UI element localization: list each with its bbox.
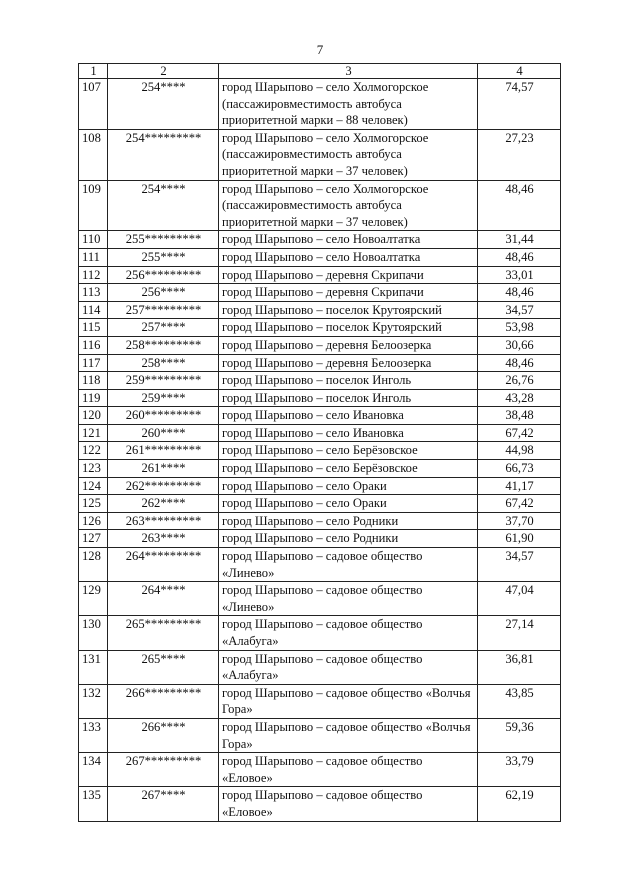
route-name: город Шарыпово – село Ивановка [219, 407, 478, 425]
route-name: город Шарыпово – садовое общество «Еловое» [219, 753, 478, 787]
route-code: 267**** [108, 787, 219, 821]
route-code: 260********* [108, 407, 219, 425]
route-code: 257**** [108, 319, 219, 337]
route-code: 254********* [108, 129, 219, 180]
row-number: 126 [79, 512, 108, 530]
row-number: 123 [79, 460, 108, 478]
table-row [79, 319, 561, 337]
route-code: 263********* [108, 512, 219, 530]
route-code: 259**** [108, 389, 219, 407]
table-row [79, 548, 561, 582]
route-name: город Шарыпово – поселок Инголь [219, 372, 478, 390]
fare-value: 37,70 [478, 512, 561, 530]
column-header-number: 1 [79, 64, 108, 79]
fare-value: 27,23 [478, 129, 561, 180]
route-name: город Шарыпово – село Новоалтатка [219, 231, 478, 249]
column-header-route: 3 [219, 64, 478, 79]
table-row [79, 336, 561, 354]
row-number: 118 [79, 372, 108, 390]
fare-value: 38,48 [478, 407, 561, 425]
row-number: 110 [79, 231, 108, 249]
fare-value: 43,28 [478, 389, 561, 407]
route-name: город Шарыпово – село Холмогорское (пассажировместимость автобуса приоритетной марки – 37 человек) [219, 129, 478, 180]
table-row [79, 787, 561, 821]
route-code: 263**** [108, 530, 219, 548]
row-number: 109 [79, 180, 108, 231]
route-code: 256**** [108, 284, 219, 302]
route-code: 255**** [108, 248, 219, 266]
route-name: город Шарыпово – село Берёзовское [219, 442, 478, 460]
row-number: 108 [79, 129, 108, 180]
fare-value: 30,66 [478, 336, 561, 354]
table-row [79, 79, 561, 130]
table-row [79, 495, 561, 513]
route-code: 261**** [108, 460, 219, 478]
route-name: город Шарыпово – село Ораки [219, 477, 478, 495]
fare-value: 48,46 [478, 284, 561, 302]
route-code: 261********* [108, 442, 219, 460]
fare-value: 34,57 [478, 548, 561, 582]
table-body [79, 79, 561, 822]
route-name: город Шарыпово – садовое общество «Линево» [219, 582, 478, 616]
fare-value: 67,42 [478, 424, 561, 442]
table-row [79, 407, 561, 425]
row-number: 121 [79, 424, 108, 442]
route-name: город Шарыпово – садовое общество «Волчья Гора» [219, 718, 478, 752]
route-code: 265********* [108, 616, 219, 650]
fare-value: 27,14 [478, 616, 561, 650]
fare-value: 33,01 [478, 266, 561, 284]
row-number: 114 [79, 301, 108, 319]
route-name: город Шарыпово – деревня Белоозерка [219, 354, 478, 372]
route-code: 257********* [108, 301, 219, 319]
route-name: город Шарыпово – деревня Скрипачи [219, 284, 478, 302]
table-header-row [79, 64, 561, 79]
fare-value: 48,46 [478, 354, 561, 372]
route-name: город Шарыпово – поселок Крутоярский [219, 301, 478, 319]
route-name: город Шарыпово – садовое общество «Алабуга» [219, 616, 478, 650]
table-row [79, 301, 561, 319]
fare-value: 43,85 [478, 684, 561, 718]
fare-value: 48,46 [478, 248, 561, 266]
route-name: город Шарыпово – поселок Инголь [219, 389, 478, 407]
route-code: 265**** [108, 650, 219, 684]
route-code: 264********* [108, 548, 219, 582]
route-name: город Шарыпово – село Берёзовское [219, 460, 478, 478]
route-name: город Шарыпово – деревня Скрипачи [219, 266, 478, 284]
fare-value: 41,17 [478, 477, 561, 495]
row-number: 129 [79, 582, 108, 616]
route-name: город Шарыпово – садовое общество «Алабуга» [219, 650, 478, 684]
route-name: город Шарыпово – село Холмогорское (пассажировместимость автобуса приоритетной марки – 88 человек) [219, 79, 478, 130]
route-code: 267********* [108, 753, 219, 787]
table-row [79, 389, 561, 407]
row-number: 134 [79, 753, 108, 787]
table-row [79, 284, 561, 302]
table-row [79, 477, 561, 495]
fare-value: 62,19 [478, 787, 561, 821]
table-row [79, 424, 561, 442]
row-number: 107 [79, 79, 108, 130]
row-number: 111 [79, 248, 108, 266]
table-row [79, 616, 561, 650]
route-name: город Шарыпово – село Родники [219, 530, 478, 548]
route-name: город Шарыпово – село Родники [219, 512, 478, 530]
route-name: город Шарыпово – поселок Крутоярский [219, 319, 478, 337]
table-row [79, 354, 561, 372]
column-header-code: 2 [108, 64, 219, 79]
row-number: 119 [79, 389, 108, 407]
route-code: 255********* [108, 231, 219, 249]
row-number: 132 [79, 684, 108, 718]
route-code: 262**** [108, 495, 219, 513]
row-number: 131 [79, 650, 108, 684]
route-code: 258**** [108, 354, 219, 372]
row-number: 113 [79, 284, 108, 302]
fare-value: 36,81 [478, 650, 561, 684]
route-name: город Шарыпово – деревня Белоозерка [219, 336, 478, 354]
fare-value: 48,46 [478, 180, 561, 231]
route-name: город Шарыпово – село Холмогорское (пассажировместимость автобуса приоритетной марки – 37 человек) [219, 180, 478, 231]
row-number: 117 [79, 354, 108, 372]
route-name: город Шарыпово – садовое общество «Еловое» [219, 787, 478, 821]
table-row [79, 129, 561, 180]
row-number: 122 [79, 442, 108, 460]
fare-value: 31,44 [478, 231, 561, 249]
fare-value: 53,98 [478, 319, 561, 337]
table-row [79, 231, 561, 249]
route-name: город Шарыпово – село Новоалтатка [219, 248, 478, 266]
table-row [79, 372, 561, 390]
table-row [79, 248, 561, 266]
table-row [79, 650, 561, 684]
row-number: 128 [79, 548, 108, 582]
route-name: город Шарыпово – село Ивановка [219, 424, 478, 442]
route-code: 262********* [108, 477, 219, 495]
row-number: 120 [79, 407, 108, 425]
table-row [79, 530, 561, 548]
table-row [79, 460, 561, 478]
route-code: 266**** [108, 718, 219, 752]
table-row [79, 266, 561, 284]
table-row [79, 442, 561, 460]
fare-value: 26,76 [478, 372, 561, 390]
row-number: 125 [79, 495, 108, 513]
fare-value: 59,36 [478, 718, 561, 752]
column-header-price: 4 [478, 64, 561, 79]
table-row [79, 180, 561, 231]
fare-value: 44,98 [478, 442, 561, 460]
table-row [79, 512, 561, 530]
route-code: 260**** [108, 424, 219, 442]
row-number: 127 [79, 530, 108, 548]
route-name: город Шарыпово – садовое общество «Волчья Гора» [219, 684, 478, 718]
route-code: 258********* [108, 336, 219, 354]
table-row [79, 718, 561, 752]
fare-value: 33,79 [478, 753, 561, 787]
table-row [79, 753, 561, 787]
route-code: 254**** [108, 79, 219, 130]
page-number: 7 [316, 42, 324, 57]
route-code: 259********* [108, 372, 219, 390]
row-number: 135 [79, 787, 108, 821]
row-number: 112 [79, 266, 108, 284]
route-code: 254**** [108, 180, 219, 231]
route-code: 264**** [108, 582, 219, 616]
fare-value: 61,90 [478, 530, 561, 548]
row-number: 130 [79, 616, 108, 650]
table-row [79, 684, 561, 718]
route-name: город Шарыпово – садовое общество «Линево» [219, 548, 478, 582]
table-row [79, 582, 561, 616]
fare-value: 47,04 [478, 582, 561, 616]
tariff-table [78, 63, 561, 822]
fare-value: 34,57 [478, 301, 561, 319]
fare-value: 66,73 [478, 460, 561, 478]
row-number: 133 [79, 718, 108, 752]
route-name: город Шарыпово – село Ораки [219, 495, 478, 513]
route-code: 256********* [108, 266, 219, 284]
row-number: 124 [79, 477, 108, 495]
fare-value: 74,57 [478, 79, 561, 130]
row-number: 115 [79, 319, 108, 337]
route-code: 266********* [108, 684, 219, 718]
row-number: 116 [79, 336, 108, 354]
fare-value: 67,42 [478, 495, 561, 513]
